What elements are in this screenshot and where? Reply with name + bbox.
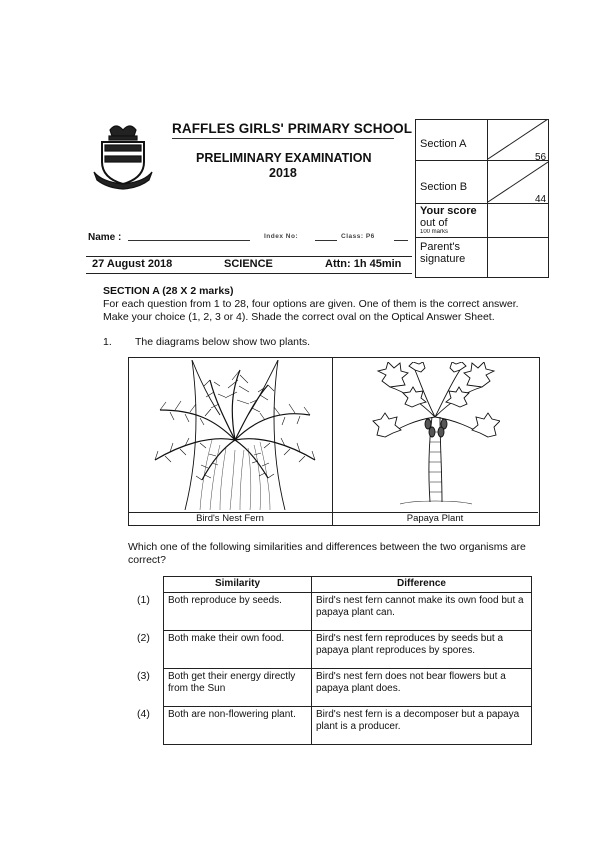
instruction-line-2: Make your choice (1, 2, 3 or 4). Shade the correct oval on the Optical Answer Sheet. xyxy=(103,311,495,323)
option-4-label: (4) xyxy=(137,708,150,720)
papaya-caption: Papaya Plant xyxy=(406,513,464,524)
options-table xyxy=(163,576,532,745)
option-1-difference: Bird's nest fern cannot make its own food but a papaya plant can. xyxy=(312,592,532,630)
class-label: Class: P6 xyxy=(341,233,375,240)
school-crest-logo xyxy=(92,120,154,192)
option-2-difference: Bird's nest fern reproduces by seeds but a papaya plant reproduces by spores. xyxy=(312,630,532,668)
parent-label: Parent's xyxy=(420,241,461,253)
your-score-out-of: out of xyxy=(420,217,448,229)
exam-title: PRELIMINARY EXAMINATION xyxy=(196,151,372,165)
index-field[interactable] xyxy=(315,240,337,241)
option-3-difference: Bird's nest fern does not bear flowers but a papaya plant does. xyxy=(312,668,532,706)
option-2-similarity: Both make their own food. xyxy=(164,630,312,668)
divider xyxy=(332,357,333,526)
question-prompt-line-2: correct? xyxy=(128,554,166,566)
class-field[interactable] xyxy=(394,240,408,241)
option-4-similarity: Both are non-flowering plant. xyxy=(164,706,312,744)
section-a-marks: 56 xyxy=(535,152,547,163)
option-1-similarity: Both reproduce by seeds. xyxy=(164,592,312,630)
index-label: Index No: xyxy=(264,233,299,240)
option-3-label: (3) xyxy=(137,670,150,682)
option-3-similarity: Both get their energy directly from the Sun xyxy=(164,668,312,706)
option-2-label: (2) xyxy=(137,632,150,644)
underline xyxy=(172,138,394,139)
similarity-header: Similarity xyxy=(164,577,312,593)
instruction-line-1: For each question from 1 to 28, four options are given. One of them is the correct answer. xyxy=(103,298,519,310)
question-text: The diagrams below show two plants. xyxy=(135,336,311,348)
question-number: 1. xyxy=(103,336,112,348)
exam-year: 2018 xyxy=(269,166,297,180)
difference-header: Difference xyxy=(312,577,532,593)
section-title: SECTION A (28 X 2 marks) xyxy=(103,285,234,297)
subject: SCIENCE xyxy=(224,258,273,270)
school-name: RAFFLES GIRLS' PRIMARY SCHOOL xyxy=(172,121,413,136)
question-prompt-line-1: Which one of the following similarities and differences between the two organisms are xyxy=(128,541,526,553)
your-score-label: Your score xyxy=(420,205,477,217)
name-field[interactable] xyxy=(128,240,250,241)
section-b-marks: 44 xyxy=(535,194,547,205)
section-b-label: Section B xyxy=(420,181,468,193)
score-box xyxy=(415,119,549,278)
papaya-plant-illustration xyxy=(370,362,500,510)
duration: Attn: 1h 45min xyxy=(325,258,402,270)
your-score-total: 100 marks xyxy=(420,229,449,235)
fern-caption: Bird's Nest Fern xyxy=(196,513,264,524)
exam-date: 27 August 2018 xyxy=(92,258,173,270)
option-1-label: (1) xyxy=(137,594,150,606)
section-a-label: Section A xyxy=(420,138,467,150)
parent-signature-label: signature xyxy=(420,253,466,265)
birds-nest-fern-illustration xyxy=(140,360,326,510)
name-label: Name : xyxy=(88,232,122,243)
option-4-difference: Bird's nest fern is a decomposer but a papaya plant is a producer. xyxy=(312,706,532,744)
